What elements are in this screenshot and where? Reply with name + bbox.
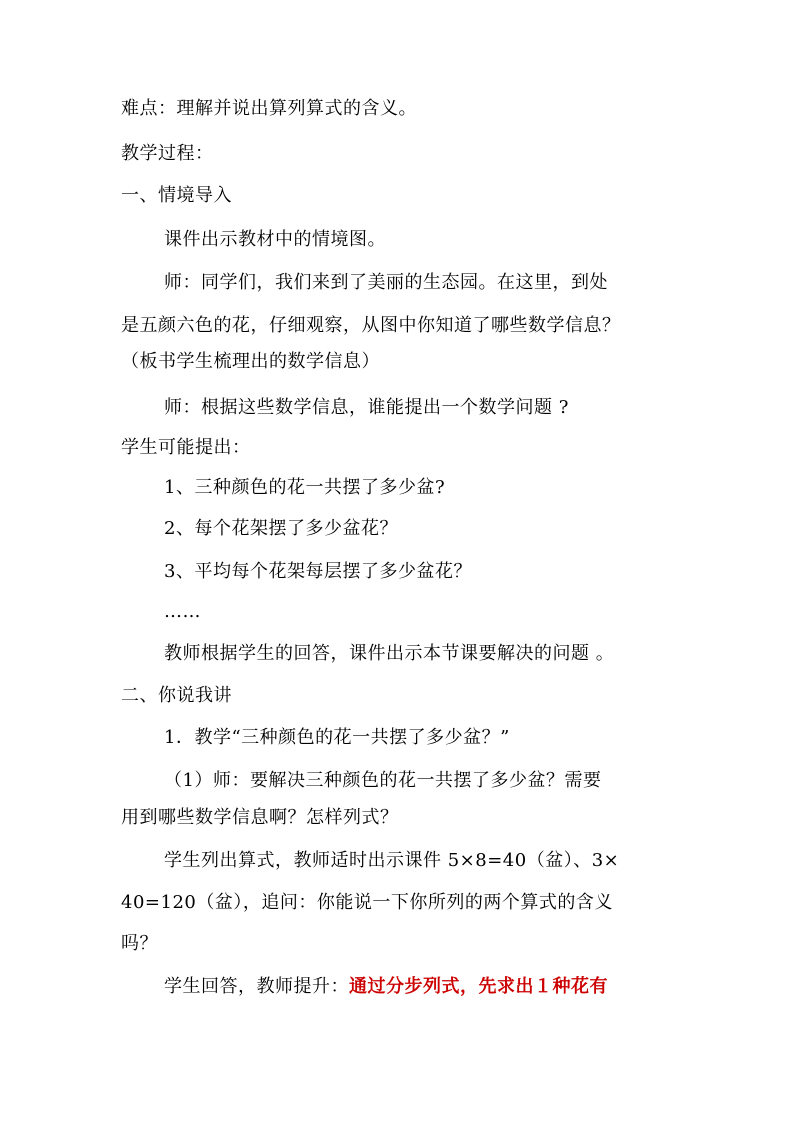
section-two-heading: 二、你说我讲 [121, 685, 232, 706]
difficulty-line: 难点：理解并说出算列算式的含义。 [121, 98, 417, 119]
paragraph-line: 课件出示教材中的情境图。 [164, 229, 386, 250]
paragraph-line [164, 975, 608, 999]
paragraph-line: 用到哪些数学信息啊？怎样列式？ [121, 807, 399, 828]
list-item: 2、每个花架摆了多少盆花？ [164, 518, 398, 539]
paragraph-line: （板书学生梳理出的数学信息） [121, 351, 380, 372]
teacher-summary-label: 学生回答，教师提升： [164, 976, 349, 997]
highlighted-summary-text: 通过分步列式，先求出１种花有 [349, 976, 608, 997]
list-item: 3、平均每个花架每层摆了多少盆花？ [164, 561, 472, 582]
ellipsis-line: …… [164, 601, 201, 622]
paragraph-line: 40=120（盆），追问：你能说一下你所列的两个算式的含义 [121, 892, 613, 913]
paragraph-line: 1．教学“三种颜色的花一共摆了多少盆？” [164, 727, 510, 748]
teaching-process-heading: 教学过程： [121, 143, 214, 164]
paragraph-line: 吗？ [121, 933, 158, 954]
paragraph-line: 学生可能提出： [121, 437, 251, 458]
paragraph-line: 师：同学们，我们来到了美丽的生态园。在这里，到处 [164, 272, 608, 293]
paragraph-line: 师：根据这些数学信息，谁能提出一个数学问题 ? [164, 397, 569, 418]
paragraph-line: （1）师：要解决三种颜色的花一共摆了多少盆？需要 [164, 770, 602, 791]
paragraph-line: 教师根据学生的回答，课件出示本节课要解决的问题 。 [164, 643, 615, 664]
list-item: 1、三种颜色的花一共摆了多少盆? [164, 477, 446, 498]
paragraph-line: 学生列出算式，教师适时出示课件 5×8=40（盆）、3× [164, 850, 620, 871]
section-one-heading: 一、情境导入 [121, 185, 232, 206]
paragraph-line: 是五颜六色的花，仔细观察，从图中你知道了哪些数学信息？ [121, 315, 621, 336]
